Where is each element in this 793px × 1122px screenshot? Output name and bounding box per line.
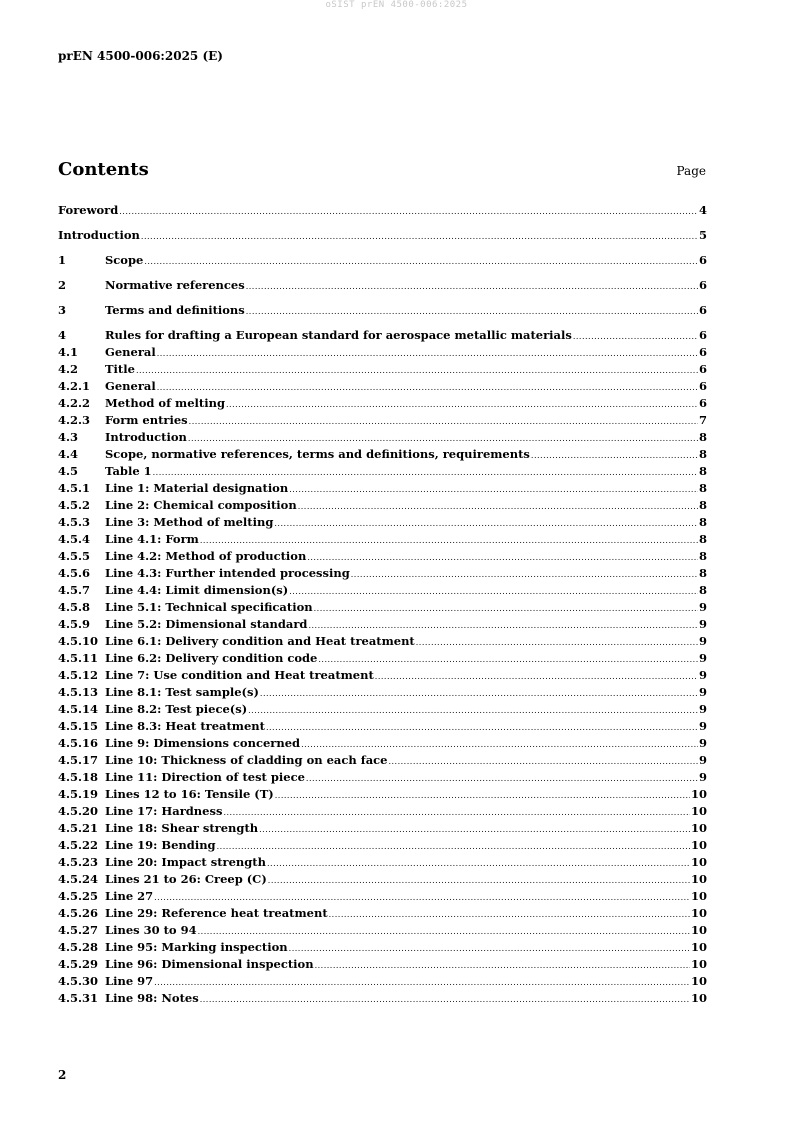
toc-entry-title: General: [105, 345, 156, 359]
dot-leader: [375, 668, 698, 685]
toc-entry-page: 9: [698, 617, 707, 631]
toc-entry-title: Line 17: Hardness: [105, 804, 223, 818]
toc-entry-title: Line 98: Notes: [105, 991, 199, 1005]
toc-entry-number: 4.5.25: [58, 889, 99, 903]
toc-entry-page: 10: [690, 872, 707, 886]
toc-entry-title: General: [105, 379, 156, 393]
dot-leader: [314, 600, 698, 617]
toc-entry[interactable]: [58, 939, 707, 956]
page-column-label: Page: [676, 164, 706, 178]
toc-entry[interactable]: [58, 752, 707, 769]
dot-leader: [307, 549, 698, 566]
toc-entry-number: 4.5.9: [58, 617, 91, 631]
toc-entry[interactable]: [58, 202, 707, 227]
dot-leader: [267, 855, 690, 872]
toc-entry-title: Introduction: [105, 430, 187, 444]
toc-entry[interactable]: [58, 378, 707, 395]
toc-entry-title: Table 1: [105, 464, 152, 478]
toc-entry-number: 4.5.20: [58, 804, 99, 818]
toc-entry[interactable]: [58, 327, 707, 344]
toc-entry-page: 9: [698, 651, 707, 665]
toc-entry[interactable]: [58, 786, 707, 803]
toc-entry-number: 4.2.1: [58, 379, 91, 393]
toc-entry-number: 4.5.17: [58, 753, 99, 767]
toc-entry[interactable]: [58, 463, 707, 480]
toc-entry-number: 4.5.11: [58, 651, 99, 665]
toc-entry-page: 8: [698, 464, 707, 478]
dot-leader: [188, 430, 698, 447]
toc-entry[interactable]: [58, 599, 707, 616]
dot-leader: [289, 583, 698, 600]
dot-leader: [198, 923, 690, 940]
toc-entry-page: 7: [698, 413, 707, 427]
toc-entry-number: 4.5.5: [58, 549, 91, 563]
toc-entry-page: 6: [698, 303, 707, 317]
toc-entry-page: 6: [698, 278, 707, 292]
toc-entry[interactable]: [58, 497, 707, 514]
toc-entry-title: Line 29: Reference heat treatment: [105, 906, 328, 920]
toc-entry-page: 8: [698, 515, 707, 529]
dot-leader: [136, 362, 698, 379]
toc-entry-page: 8: [698, 532, 707, 546]
toc-entry-title: Terms and definitions: [105, 303, 245, 317]
toc-entry-number: 4.5.13: [58, 685, 99, 699]
toc-entry[interactable]: [58, 412, 707, 429]
toc-entry-page: 10: [690, 957, 707, 971]
contents-heading: Contents: [58, 159, 149, 180]
toc-entry-number: 4.2.2: [58, 396, 91, 410]
toc-entry-title: Line 96: Dimensional inspection: [105, 957, 314, 971]
toc-entry-title: Foreword: [58, 203, 119, 217]
toc-entry-page: 10: [690, 787, 707, 801]
toc-entry-number: 4.5.27: [58, 923, 99, 937]
toc-entry-page: 8: [698, 498, 707, 512]
toc-entry[interactable]: [58, 446, 707, 463]
toc-entry-number: 3: [58, 303, 67, 317]
toc-entry-number: 1: [58, 253, 67, 267]
dot-leader: [119, 203, 698, 220]
toc-entry-number: 4.5.8: [58, 600, 91, 614]
toc-entry-page: 9: [698, 702, 707, 716]
toc-entry-title: Line 4.3: Further intended processing: [105, 566, 350, 580]
dot-leader: [274, 515, 698, 532]
dot-leader: [268, 872, 690, 889]
toc-entry-number: 4.5.2: [58, 498, 91, 512]
toc-entry-page: 9: [698, 634, 707, 648]
dot-leader: [154, 889, 690, 906]
toc-entry-number: 4.5.3: [58, 515, 91, 529]
toc-entry-number: 4.5.19: [58, 787, 99, 801]
toc-entry-number: 4.5.31: [58, 991, 99, 1005]
dot-leader: [144, 253, 698, 270]
toc-entry[interactable]: [58, 820, 707, 837]
toc-entry[interactable]: [58, 701, 707, 718]
dot-leader: [306, 770, 698, 787]
toc-entry-page: 10: [690, 940, 707, 954]
toc-entry-number: 4.5: [58, 464, 79, 478]
dot-leader: [329, 906, 690, 923]
toc-entry-number: 4: [58, 328, 67, 342]
toc-entry[interactable]: [58, 361, 707, 378]
toc-entry[interactable]: [58, 548, 707, 565]
toc-entry[interactable]: [58, 616, 707, 633]
dot-leader: [153, 464, 698, 481]
toc-entry[interactable]: [58, 395, 707, 412]
toc-entry[interactable]: [58, 252, 707, 277]
toc-entry-title: Method of melting: [105, 396, 225, 410]
toc-entry-page: 9: [698, 685, 707, 699]
toc-entry-page: 9: [698, 668, 707, 682]
dot-leader: [200, 991, 690, 1008]
toc-entry[interactable]: [58, 514, 707, 531]
toc-entry-page: 9: [698, 770, 707, 784]
toc-entry-page: 6: [698, 362, 707, 376]
toc-entry-title: Line 20: Impact strength: [105, 855, 266, 869]
toc-entry[interactable]: [58, 718, 707, 735]
dot-leader: [217, 838, 690, 855]
toc-entry[interactable]: [58, 922, 707, 939]
table-of-contents: [58, 202, 707, 1007]
dot-leader: [388, 753, 698, 770]
toc-entry-title: Rules for drafting a European standard for aerospace metallic materials: [105, 328, 572, 342]
toc-entry[interactable]: [58, 531, 707, 548]
dot-leader: [260, 685, 698, 702]
toc-entry[interactable]: [58, 854, 707, 871]
toc-entry-number: 4.5.15: [58, 719, 99, 733]
toc-entry-page: 9: [698, 600, 707, 614]
toc-entry-page: 10: [690, 889, 707, 903]
toc-entry[interactable]: [58, 735, 707, 752]
toc-entry[interactable]: [58, 565, 707, 582]
toc-entry-title: Line 6.1: Delivery condition and Heat treatment: [105, 634, 415, 648]
toc-entry[interactable]: [58, 633, 707, 650]
toc-entry-number: 4.2: [58, 362, 79, 376]
toc-entry-page: 10: [690, 906, 707, 920]
toc-entry-number: 4.5.16: [58, 736, 99, 750]
toc-entry-page: 10: [690, 838, 707, 852]
toc-entry[interactable]: [58, 480, 707, 497]
dot-leader: [226, 396, 698, 413]
dot-leader: [289, 940, 690, 957]
toc-entry-page: 10: [690, 991, 707, 1005]
toc-entry-number: 4.5.28: [58, 940, 99, 954]
toc-entry-title: Line 1: Material designation: [105, 481, 289, 495]
toc-entry-number: 4.4: [58, 447, 79, 461]
toc-entry[interactable]: [58, 905, 707, 922]
dot-leader: [531, 447, 698, 464]
document-id: prEN 4500-006:2025 (E): [58, 49, 223, 63]
dot-leader: [223, 804, 690, 821]
toc-entry-number: 4.5.14: [58, 702, 99, 716]
toc-entry-number: 4.1: [58, 345, 79, 359]
toc-entry-title: Lines 30 to 94: [105, 923, 197, 937]
toc-entry-title: Line 10: Thickness of cladding on each face: [105, 753, 388, 767]
toc-entry-title: Line 5.1: Technical specification: [105, 600, 313, 614]
toc-entry[interactable]: [58, 803, 707, 820]
toc-entry-number: 4.5.1: [58, 481, 91, 495]
toc-entry-page: 9: [698, 719, 707, 733]
toc-entry-page: 6: [698, 328, 707, 342]
toc-entry-page: 8: [698, 549, 707, 563]
toc-entry-page: 8: [698, 566, 707, 580]
dot-leader: [200, 532, 698, 549]
dot-leader: [416, 634, 698, 651]
dot-leader: [157, 379, 698, 396]
toc-entry-title: Scope, normative references, terms and definitions, requirements: [105, 447, 530, 461]
dot-leader: [318, 651, 698, 668]
toc-entry-title: Line 4.4: Limit dimension(s): [105, 583, 289, 597]
dot-leader: [351, 566, 698, 583]
toc-entry[interactable]: [58, 888, 707, 905]
dot-leader: [141, 228, 698, 245]
toc-entry-number: 4.5.30: [58, 974, 99, 988]
toc-entry-page: 10: [690, 923, 707, 937]
toc-entry-title: Line 97: [105, 974, 154, 988]
toc-entry-title: Line 6.2: Delivery condition code: [105, 651, 318, 665]
toc-entry-title: Line 8.1: Test sample(s): [105, 685, 259, 699]
toc-entry-number: 4.5.10: [58, 634, 99, 648]
toc-entry-title: Line 27: [105, 889, 154, 903]
toc-entry-title: Line 11: Direction of test piece: [105, 770, 305, 784]
toc-entry[interactable]: [58, 956, 707, 973]
toc-entry-number: 4.5.22: [58, 838, 99, 852]
dot-leader: [301, 736, 698, 753]
toc-entry-title: Line 8.2: Test piece(s): [105, 702, 248, 716]
dot-leader: [308, 617, 698, 634]
toc-entry-page: 9: [698, 736, 707, 750]
toc-entry[interactable]: [58, 582, 707, 599]
toc-entry[interactable]: [58, 684, 707, 701]
toc-entry[interactable]: [58, 277, 707, 302]
toc-entry-number: 4.5.4: [58, 532, 91, 546]
toc-entry-number: 4.5.23: [58, 855, 99, 869]
dot-leader: [289, 481, 698, 498]
toc-entry-page: 5: [698, 228, 707, 242]
toc-entry-title: Title: [105, 362, 135, 376]
dot-leader: [573, 328, 698, 345]
toc-entry-number: 4.3: [58, 430, 79, 444]
dot-leader: [298, 498, 698, 515]
toc-entry-title: Lines 12 to 16: Tensile (T): [105, 787, 274, 801]
dot-leader: [248, 702, 698, 719]
dot-leader: [154, 974, 690, 991]
toc-entry-title: Lines 21 to 26: Creep (C): [105, 872, 267, 886]
toc-entry-title: Form entries: [105, 413, 188, 427]
toc-entry-page: 10: [690, 821, 707, 835]
toc-entry[interactable]: [58, 769, 707, 786]
toc-entry-number: 4.5.6: [58, 566, 91, 580]
dot-leader: [315, 957, 690, 974]
toc-entry-title: Introduction: [58, 228, 140, 242]
toc-entry-title: Line 8.3: Heat treatment: [105, 719, 265, 733]
toc-entry[interactable]: [58, 973, 707, 990]
toc-entry[interactable]: [58, 227, 707, 252]
toc-entry-title: Line 95: Marking inspection: [105, 940, 288, 954]
toc-entry-title: Scope: [105, 253, 144, 267]
dot-leader: [266, 719, 698, 736]
toc-entry-number: 4.5.7: [58, 583, 91, 597]
dot-leader: [275, 787, 690, 804]
toc-entry-page: 8: [698, 583, 707, 597]
toc-entry[interactable]: [58, 650, 707, 667]
toc-entry-number: 4.5.21: [58, 821, 99, 835]
toc-entry-number: 4.5.18: [58, 770, 99, 784]
toc-entry-number: 4.5.29: [58, 957, 99, 971]
toc-entry-title: Line 4.2: Method of production: [105, 549, 307, 563]
toc-entry-number: 4.5.12: [58, 668, 99, 682]
toc-entry-title: Line 7: Use condition and Heat treatment: [105, 668, 374, 682]
toc-entry-title: Line 3: Method of melting: [105, 515, 274, 529]
toc-entry[interactable]: [58, 667, 707, 684]
toc-entry-page: 9: [698, 753, 707, 767]
dot-leader: [259, 821, 690, 838]
toc-entry-page: 6: [698, 345, 707, 359]
toc-entry-page: 10: [690, 804, 707, 818]
toc-entry[interactable]: [58, 990, 707, 1007]
toc-entry[interactable]: [58, 837, 707, 854]
toc-entry[interactable]: [58, 429, 707, 446]
toc-entry-page: 8: [698, 430, 707, 444]
watermark: oSIST prEN 4500-006:2025: [325, 0, 468, 10]
toc-entry-title: Line 4.1: Form: [105, 532, 199, 546]
toc-entry-page: 8: [698, 447, 707, 461]
toc-entry[interactable]: [58, 344, 707, 361]
toc-entry-page: 6: [698, 253, 707, 267]
dot-leader: [246, 278, 698, 295]
dot-leader: [157, 345, 698, 362]
toc-entry-page: 8: [698, 481, 707, 495]
toc-entry-title: Line 2: Chemical composition: [105, 498, 297, 512]
toc-entry[interactable]: [58, 302, 707, 327]
toc-entry-page: 10: [690, 855, 707, 869]
toc-entry-page: 4: [698, 203, 707, 217]
dot-leader: [246, 303, 698, 320]
toc-entry-number: 4.5.26: [58, 906, 99, 920]
toc-entry[interactable]: [58, 871, 707, 888]
toc-entry-page: 6: [698, 379, 707, 393]
toc-entry-page: 10: [690, 974, 707, 988]
toc-entry-title: Line 9: Dimensions concerned: [105, 736, 301, 750]
toc-entry-number: 2: [58, 278, 67, 292]
toc-entry-title: Normative references: [105, 278, 245, 292]
toc-entry-page: 6: [698, 396, 707, 410]
toc-entry-number: 4.2.3: [58, 413, 91, 427]
toc-entry-title: Line 5.2: Dimensional standard: [105, 617, 308, 631]
toc-entry-number: 4.5.24: [58, 872, 99, 886]
page-number: 2: [58, 1068, 67, 1082]
toc-entry-title: Line 19: Bending: [105, 838, 216, 852]
dot-leader: [189, 413, 698, 430]
toc-entry-title: Line 18: Shear strength: [105, 821, 259, 835]
